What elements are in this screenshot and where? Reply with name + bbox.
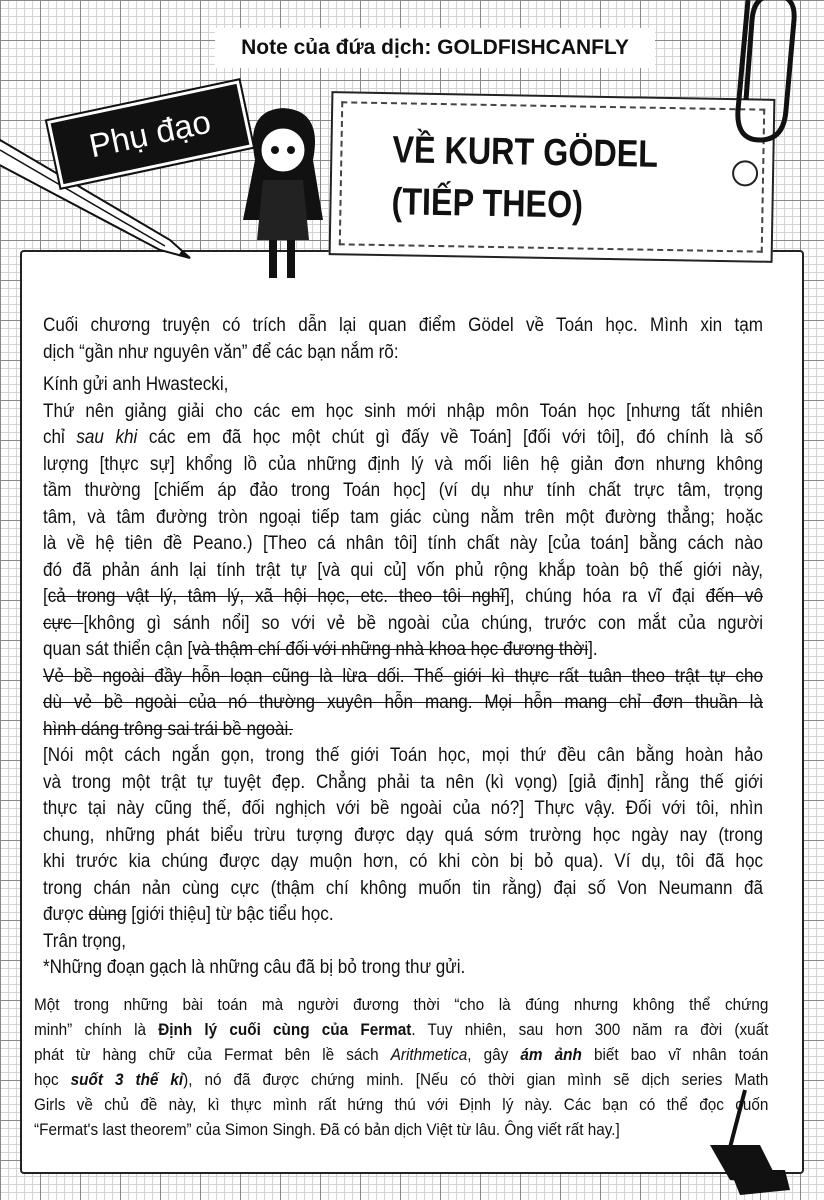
text-line <box>43 690 763 717</box>
text-line <box>34 1067 768 1092</box>
struck-text: cả trong vật lý, tâm lý, xã hội học, etc. theo tôi nghĩ <box>47 586 506 607</box>
struck-text: dùng <box>88 904 127 925</box>
text-segment: lượng [thực sự] khổng lồ của những định lý và mối liên hệ giản đơn nhưng không <box>43 453 763 475</box>
text-segment: trong chán nản cùng cực (thậm chí không muốn tin rằng) đại số Von Neumann đã <box>43 877 763 899</box>
text-segment: biết bao vĩ nhân toán <box>581 1045 769 1064</box>
text-segment: dịch “gần như nguyên văn” để các bạn nắm rõ: <box>43 341 399 363</box>
text-segment: [ <box>43 586 48 607</box>
struck-text: đến vô <box>705 586 763 607</box>
text-segment: Kính gửi anh Hwastecki, <box>43 374 229 395</box>
text-line <box>43 558 763 585</box>
text-line <box>43 452 763 479</box>
text-line <box>43 425 763 452</box>
text-line <box>34 1117 768 1142</box>
text-line <box>43 902 763 929</box>
struck-text: và thậm chí đối với những nhà khoa học đương thời <box>192 639 589 660</box>
text-segment: ], chúng hóa ra vĩ đại <box>505 586 706 607</box>
text-line <box>34 1042 768 1067</box>
text-segment: và trong một trật tự tuyệt đẹp. Chẳng phải ta nên (kì vọng) [giả định] rằng thế giới <box>43 771 763 793</box>
text-line <box>43 955 763 982</box>
text-line <box>34 1017 768 1042</box>
text-line <box>43 849 763 876</box>
text-line <box>43 823 763 850</box>
text-segment: ]. <box>588 639 598 660</box>
text-line <box>43 637 763 664</box>
text-segment: sau khi <box>76 427 138 448</box>
text-line <box>43 770 763 797</box>
text-line <box>34 1092 768 1117</box>
text-line <box>43 929 763 956</box>
text-segment: ám ảnh <box>520 1045 582 1064</box>
text-line <box>43 340 763 367</box>
text-segment: minh” chính là <box>34 1020 159 1039</box>
text-segment: quan sát thiển cận [ <box>43 639 193 660</box>
text-line <box>43 796 763 823</box>
character-illustration <box>235 100 330 290</box>
text-line <box>43 717 763 744</box>
text-segment: [giới thiệu] từ bậc tiểu học. <box>126 904 334 925</box>
text-segment: ), nó đã được chứng minh. [Nếu có thời gian mình sẽ dịch series Math <box>183 1070 769 1089</box>
struck-text: hình dáng trông sai trái bề ngoài. <box>43 718 294 740</box>
page-title <box>391 124 658 233</box>
text-segment: . Tuy nhiên, sau hơn 300 năm ra đời (xuất <box>411 1020 769 1039</box>
text-segment: Một trong những bài toán mà người đương thời “cho là đúng nhưng không thể chứng <box>34 995 769 1014</box>
text-segment: là về hệ tiên đề Peano.) [Theo cá nhân tôi] tính chất này [của toán] bằng cách nào <box>43 533 763 554</box>
text-line <box>34 992 768 1017</box>
title-card <box>329 91 776 263</box>
text-segment: “Fermat's last theorem” của Simon Singh. Đã có bản dịch Việt từ lâu. Ông viết rất hay.] <box>34 1120 620 1139</box>
text-segment: *Những đoạn gạch là những câu đã bị bỏ trong thư gửi. <box>43 957 466 978</box>
text-line <box>43 505 763 532</box>
text-segment: chung, những phát biểu trừu tượng được dạy quá sớm trường học ngày nay (trong <box>43 824 763 846</box>
struck-text: Vẻ bề ngoài đầy hỗn loạn cũng là lừa dối. Thế giới kì thực rất tuân theo trật tự cho <box>43 665 763 687</box>
text-segment: Trân trọng, <box>43 930 127 952</box>
text-segment: học <box>34 1070 71 1089</box>
text-segment: đó đã phản ánh lại tính trật tự [và qui củ] vốn phủ rộng khắp toàn bộ thế giới này, <box>43 559 763 581</box>
text-segment: chỉ <box>43 427 77 448</box>
letter-text <box>43 313 763 982</box>
text-segment: [không gì sánh nổi] so với vẻ bề ngoài của chúng, trước con mắt của người <box>83 612 763 634</box>
text-line <box>43 478 763 505</box>
text-line <box>43 372 763 399</box>
text-segment: Girls về chủ đề này, kì thực mình rất hứng thú với Định lý này. Các bạn có thể đọc cuốn <box>34 1095 769 1114</box>
tutorial-tag-label: Phụ đạo <box>85 102 214 165</box>
text-line <box>43 313 763 340</box>
text-line <box>43 399 763 426</box>
text-segment: tầm thường [chiếm áp đảo trong Toán học] (ví dụ như tính chất trực tâm, trọng <box>43 480 763 501</box>
title-line-1: VỀ KURT GÖDEL <box>392 129 659 176</box>
text-line <box>43 584 763 611</box>
text-segment: được <box>43 904 89 925</box>
text-segment: thực tại này cũng thế, đối nghịch với bề ngoài của nó?] Thực vậy. Đối với tôi, nhìn <box>43 798 763 819</box>
pushpin-icon <box>690 1085 800 1200</box>
text-segment: tâm, và tâm đường tròn ngoại tiếp tam giác cùng nằm trên một đường thẳng; hoặc <box>43 506 763 528</box>
text-segment: Arithmetica <box>390 1045 468 1064</box>
text-segment: các em đã học một chút gì đấy về Toán] [đối với tôi], đó chính là số <box>137 427 763 448</box>
text-segment: Định lý cuối cùng của Fermat <box>158 1020 412 1039</box>
text-segment: phát từ hàng chữ của Fermat bên lề sách <box>34 1045 391 1064</box>
text-segment: Thứ nên giảng giải cho các em học sinh mới nhập môn Toán học [nhưng tất nhiên <box>43 400 763 422</box>
struck-text: cực <box>43 612 84 634</box>
fermat-note <box>34 992 768 1142</box>
paperclip-icon <box>728 0 798 150</box>
text-line <box>43 876 763 903</box>
text-line <box>43 664 763 691</box>
translator-note-header: Note của đứa dịch: GOLDFISHCANFLY <box>215 28 655 68</box>
text-segment: Cuối chương truyện có trích dẫn lại quan điểm Gödel về Toán học. Mình xin tạm <box>43 315 763 336</box>
text-segment: [Nói một cách ngắn gọn, trong thế giới Toán học, mọi thứ đều cân bằng hoàn hảo <box>43 745 763 766</box>
text-segment: khi trước kia chúng được dạy muộn hơn, có khi còn bị bỏ qua). Ví dụ, tôi đã học <box>43 851 763 872</box>
text-line <box>43 743 763 770</box>
text-line <box>43 531 763 558</box>
text-segment: suốt 3 thế kỉ <box>70 1070 184 1089</box>
text-segment: , gây <box>467 1045 521 1064</box>
text-line <box>43 611 763 638</box>
struck-text: dù vẻ bề ngoài của nó thường xuyên hỗn mang. Mọi hỗn mang chỉ đơn thuần là <box>43 692 763 713</box>
title-line-2: (TIẾP THEO) <box>391 181 584 227</box>
